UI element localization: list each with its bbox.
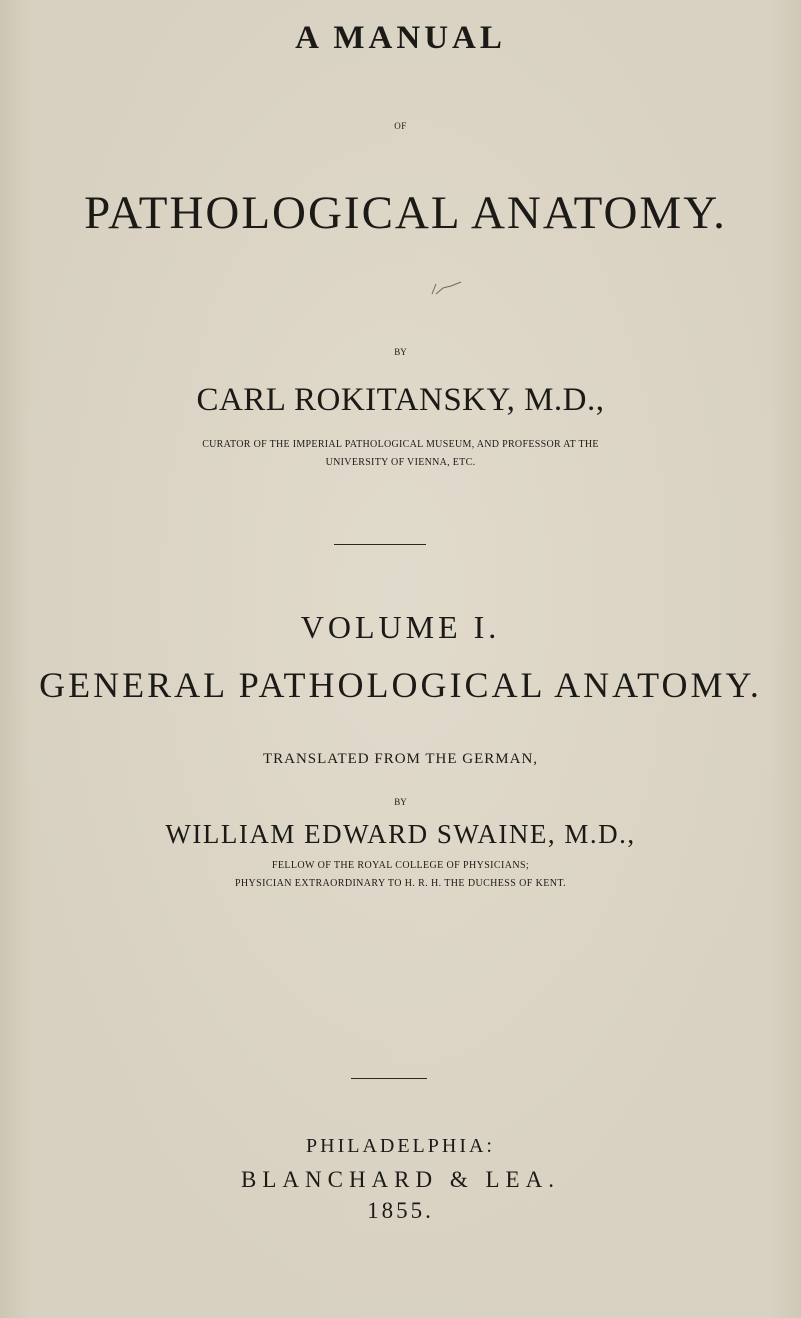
divider-rule-2 xyxy=(351,1078,427,1079)
imprint-city: PHILADELPHIA: xyxy=(306,1135,495,1157)
translator-affiliation-line-1: FELLOW OF THE ROYAL COLLEGE OF PHYSICIANS; xyxy=(271,860,530,871)
volume-label: VOLUME I. xyxy=(300,609,501,645)
title-line-2: PATHOLOGICAL ANATOMY. xyxy=(84,187,727,239)
title-of: OF xyxy=(394,121,407,131)
volume-subtitle: GENERAL PATHOLOGICAL ANATOMY. xyxy=(39,665,762,705)
translator-affiliation-line-2: PHYSICIAN EXTRAORDINARY TO H. R. H. THE DUCHESS OF KENT. xyxy=(234,878,567,889)
by-label: BY xyxy=(394,347,407,357)
author-affiliation-line-2: UNIVERSITY OF VIENNA, ETC. xyxy=(325,457,476,468)
translated-label: TRANSLATED FROM THE GERMAN, xyxy=(262,751,539,767)
author-affiliation-line-1: CURATOR OF THE IMPERIAL PATHOLOGICAL MUSEUM, AND PROFESSOR AT THE xyxy=(202,439,599,450)
author-name: CARL ROKITANSKY, M.D., xyxy=(196,382,605,418)
imprint-publisher: BLANCHARD & LEA. xyxy=(241,1167,560,1192)
translator-by-label: BY xyxy=(394,797,407,807)
pencil-mark xyxy=(427,278,467,298)
imprint-year: 1855. xyxy=(367,1198,434,1223)
divider-rule-1 xyxy=(334,544,426,545)
title-line-1: A MANUAL xyxy=(295,20,506,56)
translator-name: WILLIAM EDWARD SWAINE, M.D., xyxy=(165,819,636,849)
